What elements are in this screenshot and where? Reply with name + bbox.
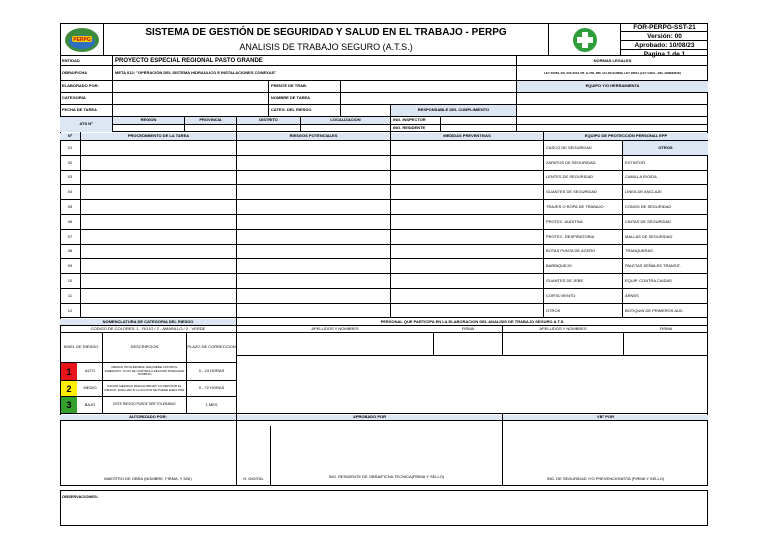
row-number: 01: [67, 144, 73, 150]
risk-level-1-plazo: 0 - 24 HORAS: [198, 368, 225, 374]
ats-label: ATS Nº: [60, 117, 112, 132]
otros-item: EXTINTOR: [625, 159, 646, 165]
riesgos-cell[interactable]: [237, 230, 390, 244]
medidas-cell[interactable]: [391, 274, 543, 288]
medidas-cell[interactable]: [391, 215, 543, 229]
riesgos-cell[interactable]: [237, 215, 390, 229]
normas-value: LEY 29783, DS. 005-2012-TR, G-050, RM. 111-2013-MEM, LEY 28611 (LEY GRAL. DEL AMBIENTE): [544, 71, 681, 75]
medidas-cell[interactable]: [391, 230, 543, 244]
epp-item: BOTAS PUNTA DE ACERO: [546, 248, 596, 254]
region-label: REGION: [113, 117, 184, 124]
obra-value: META 012: "OPERACIÓN DEL SISTEMA HIDRAULICO E INSTALACIONES CONEXAS": [115, 69, 277, 75]
responsable-label: RESPONSABLE DEL CUMPLIMIENTO: [390, 105, 516, 116]
risk-level-1-name: ALTO: [84, 368, 96, 374]
localizacion-label: LOCALIZACION: [301, 117, 390, 124]
row-number: 02: [67, 159, 73, 165]
procedimiento-cell[interactable]: [81, 141, 236, 155]
cross-logo: [548, 23, 620, 56]
aprobado-label: APROBADO POR: [237, 415, 502, 420]
risk-level-3-name: BAJO: [84, 401, 96, 407]
residente-signature-line: ING. RESIDENTE DE OBRA/FICHA TECNICA(FIRMA Y SELLO): [328, 474, 445, 480]
ing-inspector-label: ING. INSPECTOR: [393, 117, 426, 123]
medidas-cell[interactable]: [391, 141, 543, 155]
medidas-cell[interactable]: [391, 304, 543, 318]
riesgos-cell[interactable]: [237, 274, 390, 288]
epp-item: GUANTES DE SEGURIDAD: [546, 189, 597, 195]
riesgos-cell[interactable]: [237, 156, 390, 170]
doc-version: Versión: 00: [621, 32, 708, 41]
nombre-tarea-label: NOMBRE DE TAREA: [271, 95, 311, 101]
riesgos-cell[interactable]: [237, 185, 390, 199]
personal-col-names-2: APELLIDOS Y NOMBRES: [539, 326, 587, 331]
doc-code: FOR-PERPG-SST-21: [621, 23, 708, 32]
riesgos-cell[interactable]: [237, 289, 390, 303]
categ-riesgo-label: CATEG. DEL RIESGO: [271, 107, 312, 113]
procedimiento-cell[interactable]: [81, 200, 236, 214]
personal-col-names-1: APELLIDOS Y NOMBRES: [311, 326, 359, 331]
seguridad-signature-line: ING. DE SEGURIDAD Y/O PREVENCIONISTA (FIRMA Y SELLO): [546, 476, 665, 482]
medidas-cell[interactable]: [391, 185, 543, 199]
page-title: SISTEMA DE GESTIÓN DE SEGURIDAD Y SALUD EN EL TRABAJO - PERPG: [145, 26, 507, 38]
risk-level-2-name: MEDIO: [83, 385, 97, 391]
epp-item: PROTEC. AUDITIVA: [546, 218, 583, 224]
provincia-label: PROVINCIA: [185, 117, 236, 124]
epp-item: PROTEC. RESPIRATORIA: [546, 233, 595, 239]
procedimiento-cell[interactable]: [81, 245, 236, 259]
entidad-value: PROYECTO ESPECIAL REGIONAL PASTO GRANDE: [115, 58, 263, 64]
epp-item: ZAPATOS DE SEGURIDAD: [546, 159, 596, 165]
procedimiento-cell[interactable]: [81, 215, 236, 229]
riesgos-cell[interactable]: [237, 141, 390, 155]
logo-text: PERPG: [72, 36, 91, 43]
riesgos-cell[interactable]: [237, 171, 390, 185]
otros-item: CONOS DE SEGURIDAD: [625, 203, 672, 209]
procedimiento-cell[interactable]: [81, 274, 236, 288]
equipo-label: EQUIPO Y/O HERRAMIENTA: [517, 81, 708, 92]
procedimiento-cell[interactable]: [81, 185, 236, 199]
huella-label: H. DIGITAL: [243, 476, 264, 482]
procedimiento-cell[interactable]: [81, 171, 236, 185]
epp-item: BARBIQUEJO: [546, 263, 572, 269]
col-riesgos: RIESGOS POTENCIALES: [237, 133, 390, 140]
row-number: 11: [67, 292, 73, 298]
row-number: 10: [67, 277, 73, 283]
personal-title: PERSONAL QUE PARTICIPA EN LA ELABORACION DEL ANALISIS DE TRABAJO SEGURO A.T.S.: [380, 319, 565, 324]
otros-item: BOTIQUIN DE PRIMEROS AUX.: [625, 307, 684, 313]
maestro-signature-line: MAESTRO DE OBRA (NOMBRE, FIRMA, Y DNI): [104, 476, 192, 482]
categoria-label: CATEGORIA: [62, 95, 86, 101]
normas-label: NORMAS LEGALES: [593, 57, 632, 63]
otros-item: EQUIP. CONTRA CAIDAS: [625, 277, 672, 283]
otros-item: TRANQUERAS: [625, 248, 653, 254]
elaborado-label: ELABORADO POR:: [62, 83, 99, 89]
vb-label: VB° POR: [503, 415, 708, 420]
risk-level-3-plazo: 1 MES: [205, 401, 218, 407]
medidas-cell[interactable]: [391, 156, 543, 170]
risk-level-2-swatch: 2: [61, 381, 77, 396]
medidas-cell[interactable]: [391, 200, 543, 214]
row-number: 04: [67, 189, 73, 195]
row-number: 06: [67, 218, 73, 224]
epp-item: LENTES DE SEGURIDAD: [546, 174, 594, 180]
riesgos-cell[interactable]: [237, 259, 390, 273]
ing-residente-label: ING. RESIDENTE: [393, 125, 426, 131]
procedimiento-cell[interactable]: [81, 230, 236, 244]
medidas-cell[interactable]: [391, 245, 543, 259]
perpg-logo: [60, 23, 104, 56]
row-number: 12: [67, 307, 73, 313]
col-desc: DESCRIPCION: [130, 344, 159, 350]
otros-item: PALETAS SEÑALES TRANSIT.: [625, 263, 681, 269]
epp-item: TRAJES O ROPA DE TRABAJO: [546, 203, 604, 209]
otros-item: CINTAS DE SEGURIDAD: [625, 218, 671, 224]
observaciones-label: OBSERVACIONES:: [62, 495, 99, 499]
frente-label: FRENTE DE TRAB.: [271, 83, 307, 89]
green-cross-icon: [570, 27, 600, 53]
epp-item: OTROS: [546, 307, 561, 313]
risk-level-3-desc: ESTE RIESGO PUEDE SER TOLERABLE: [113, 402, 176, 407]
personal-col-firma-2: FIRMA: [659, 326, 673, 331]
otros-item: CAMILLA RIGIDA: [625, 174, 657, 180]
riesgos-cell[interactable]: [237, 200, 390, 214]
otros-item: ARNES: [625, 292, 639, 298]
fecha-label: FECHA DE TAREA: [62, 107, 97, 113]
row-number: 03: [67, 174, 73, 180]
riesgos-cell[interactable]: [237, 245, 390, 259]
autorizado-label: AUTORIZADO POR:: [60, 415, 236, 420]
medidas-cell[interactable]: [391, 289, 543, 303]
otros-header: OTROS: [623, 141, 708, 155]
col-no: Nº: [60, 133, 80, 140]
doc-approved: Aprobado: 10/08/23: [621, 41, 708, 50]
col-plazo: PLAZO DE CORRECCION: [187, 344, 236, 350]
row-number: 09: [67, 263, 73, 269]
col-nivel: NIVEL DE RIESGO: [63, 344, 99, 350]
distrito-label: DISTRITO: [237, 117, 300, 124]
procedimiento-cell[interactable]: [81, 156, 236, 170]
otros-item: LINEA DE ANCLAJE: [625, 189, 662, 195]
procedimiento-cell[interactable]: [81, 304, 236, 318]
obra-label: OBRA/FICHA: [62, 69, 88, 75]
row-number: 07: [67, 233, 73, 239]
epp-item: CORTA VIENTO: [546, 292, 576, 298]
col-epp: EQUIPO DE PROTECCIÓN PERSONAL EPP: [544, 133, 708, 140]
epp-item: CASCO DE SEGURIDAD: [546, 144, 592, 150]
risk-level-1-swatch: 1: [61, 363, 77, 380]
doc-control-box: [620, 23, 708, 56]
medidas-cell[interactable]: [391, 259, 543, 273]
otros-item: MALLAS DE SEGURIDAD: [625, 233, 673, 239]
row-number: 08: [67, 248, 73, 254]
col-medidas: MEDIDAS PREVENTIVAS: [391, 133, 543, 140]
epp-item: GUANTES DE JEBE: [546, 277, 584, 283]
risk-level-1-desc: RIESGO INTOLERABLE, REQUIERE CONTROL INMEDIATO. SI NO SE CONTROLA PELIGRO PARALIZAR TRABAJO: [104, 365, 185, 377]
page-subtitle: ANALISIS DE TRABAJO SEGURO (A.T.S.): [239, 42, 413, 52]
procedimiento-cell[interactable]: [81, 259, 236, 273]
row-number: 05: [67, 203, 73, 209]
nomenclatura-title: NOMENCLATURA DE CATEGORIA DEL RIESGO: [60, 319, 236, 325]
medidas-cell[interactable]: [391, 171, 543, 185]
risk-level-2-desc: INICIAR MEDIDAS PARA ELIMINAR Y/O REDUCIR EL RIESGO. EVALUAR SI LA ACCION SE PUEDE EJECUTAR: [104, 383, 185, 392]
procedimiento-cell[interactable]: [81, 289, 236, 303]
risk-level-2-plazo: 0 - 72 HORAS: [198, 385, 225, 391]
riesgos-cell[interactable]: [237, 304, 390, 318]
doc-page: Pagina 1 de 1: [643, 50, 686, 58]
col-procedimiento: PROCEDIMIENTO DE LA TAREA: [81, 133, 236, 140]
entidad-label: ENTIDAD: [62, 57, 80, 63]
personal-col-firma-1: FIRMA: [461, 326, 475, 331]
nomenclatura-code-line: CODIGO DE COLORES: 1 - ROJO / 2 - AMARILLO / 3 - VERDE: [90, 326, 206, 331]
risk-level-3-swatch: 3: [61, 397, 77, 413]
